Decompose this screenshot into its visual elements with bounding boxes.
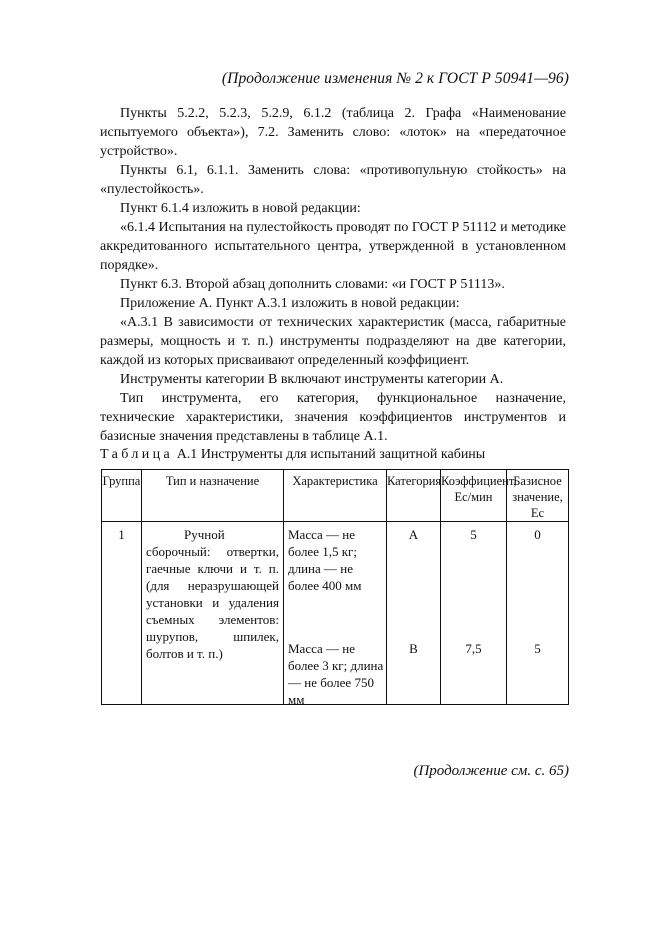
paragraph: Пункты 6.1, 6.1.1. Заменить слова: «противопульную стойкость» на «пулестойкость». [100, 163, 566, 197]
cell-characteristic [284, 522, 387, 705]
page-footer: (Продолжение см. с. 65) [413, 763, 569, 779]
cell-coefficient [441, 522, 507, 705]
category-b: В [409, 641, 418, 656]
cell-category [387, 522, 441, 705]
header-base: Базисное значение, Ес [507, 470, 569, 522]
cell-type [142, 522, 284, 705]
paragraph: «6.1.4 Испытания на пулестойкость проводят по ГОСТ Р 51112 и методике аккредитованного испытательного центра, утвержденной в установленном порядке». [100, 220, 566, 273]
table-header-row [102, 470, 569, 522]
cell-base [507, 522, 569, 705]
page-header: (Продолжение изменения № 2 к ГОСТ Р 50941—96) [221, 70, 569, 87]
paragraph: Пункты 5.2.2, 5.2.3, 5.2.9, 6.1.2 (таблица 2. Графа «Наименование испытуемого объекта»), 7.2. Заменить слово: «лоток» на «передаточное устройство». [100, 106, 566, 159]
coefficient-a: 5 [470, 527, 477, 542]
body-text [100, 104, 566, 446]
paragraph: Инструменты категории В включают инструменты категории А. [120, 372, 504, 387]
paragraph: Приложение А. Пункт А.3.1 изложить в новой редакции: [120, 296, 460, 311]
header-characteristic: Характеристика [284, 470, 387, 522]
type-value: Ручной сборочный: отвертки, гаечные ключи и т. п. (для неразрушающей установки и удаления съемных элементов: шурупов, шпилек, болтов и т. п.) [146, 527, 279, 661]
header-category: Категория [387, 470, 441, 522]
characteristic-b: Масса — не более 3 кг; длина — не более 750 мм [288, 641, 384, 707]
table-row [102, 522, 569, 705]
group-value: 1 [118, 527, 125, 542]
table-caption-title: Инструменты для испытаний защитной кабины [200, 447, 486, 462]
header-group: Группа [102, 470, 142, 522]
table-caption-label: Таблица [100, 447, 174, 462]
coefficient-b: 7,5 [465, 641, 482, 656]
characteristic-a: Масса — не более 1,5 кг; длина — не более 400 мм [288, 527, 362, 593]
paragraph: Пункт 6.3. Второй абзац дополнить словами: «и ГОСТ Р 51113». [120, 277, 505, 292]
table-caption [100, 447, 570, 463]
paragraph: Тип инструмента, его категория, функциональное назначение, технические характеристики, значения коэффициентов инструментов и базисные значения представлены в таблице А.1. [100, 391, 566, 444]
instruments-table [101, 469, 569, 705]
category-a: А [408, 527, 419, 542]
header-coefficient: Коэффициент, Ес/мин [441, 470, 507, 522]
paragraph: «А.3.1 В зависимости от технических характеристик (масса, габаритные размеры, мощность и т. п.) инструменты подразделяют на две категории, каждой из которых присваивают определенный коэффициент. [100, 315, 566, 368]
header-type: Тип и назначение [142, 470, 284, 522]
table-caption-number: А.1 [176, 447, 198, 462]
base-b: 5 [534, 641, 541, 656]
paragraph: Пункт 6.1.4 изложить в новой редакции: [120, 201, 361, 216]
base-a: 0 [534, 527, 541, 542]
cell-group [102, 522, 142, 705]
